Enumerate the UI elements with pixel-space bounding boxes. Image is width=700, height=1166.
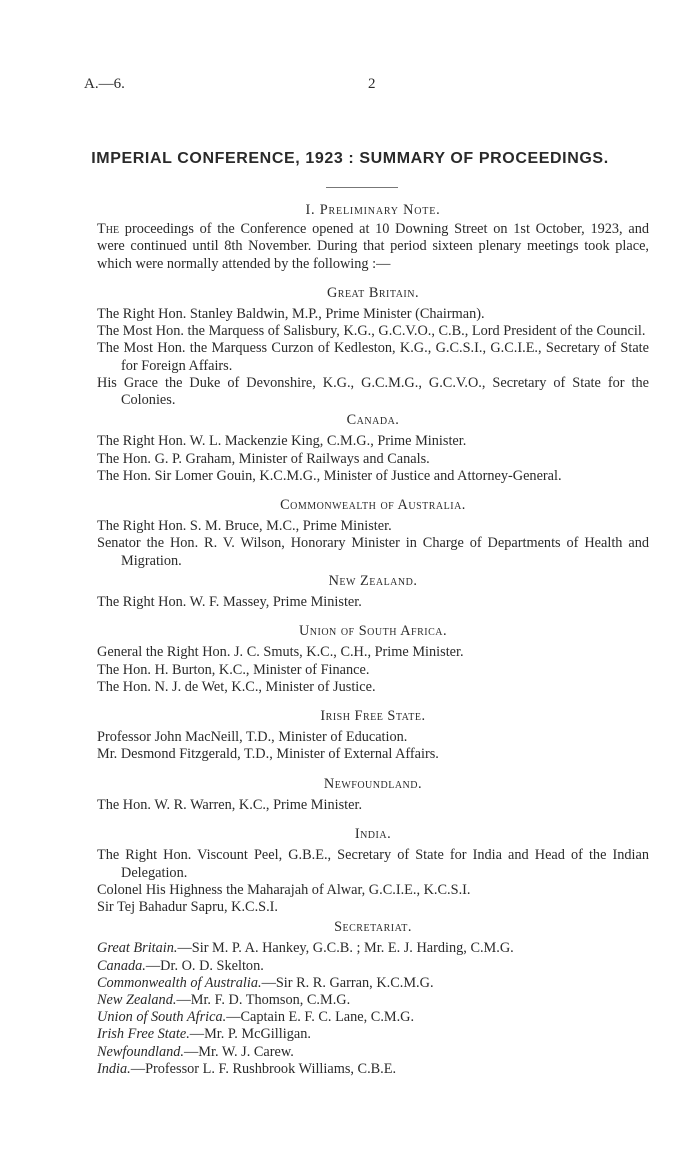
page-title: IMPERIAL CONFERENCE, 1923 : SUMMARY OF PROCEEDINGS. — [91, 150, 609, 167]
secretariat-country: Newfoundland. — [97, 1043, 184, 1060]
delegation-heading: New Zealand. — [328, 572, 418, 589]
secretariat-entry — [97, 975, 649, 992]
secretariat-section — [97, 919, 649, 1078]
secretariat-names: —Mr. F. D. Thomson, C.M.G. — [176, 991, 351, 1008]
secretariat-country: Canada. — [97, 957, 146, 974]
delegate-entry: General the Right Hon. J. C. Smuts, K.C., C.H., Prime Minister. — [97, 644, 464, 661]
delegation-section — [97, 826, 649, 916]
intro-paragraph — [97, 221, 649, 273]
secretariat-country: India. — [97, 1060, 131, 1077]
secretariat-country: Irish Free State. — [97, 1026, 190, 1043]
secretariat-country: Commonwealth of Australia. — [97, 974, 262, 991]
preliminary-note-heading: I. Preliminary Note. — [305, 202, 441, 218]
title-divider — [326, 187, 398, 188]
secretariat-country: New Zealand. — [97, 991, 177, 1008]
page-number: 2 — [368, 76, 376, 92]
secretariat-names: —Sir M. P. A. Hankey, G.C.B. ; Mr. E. J. Harding, C.M.G. — [177, 940, 514, 957]
delegate-entry: Colonel His Highness the Maharajah of Alwar, G.C.I.E., K.C.S.I. — [97, 881, 471, 898]
delegation-heading: Commonwealth of Australia. — [280, 497, 466, 514]
secretariat-names: —Captain E. F. C. Lane, C.M.G. — [226, 1009, 415, 1026]
delegate-entry: The Right Hon. Viscount Peel, G.B.E., Secretary of State for India and Head of the Indian Delegation. — [97, 847, 649, 881]
delegate-entry: The Right Hon. S. M. Bruce, M.C., Prime Minister. — [97, 518, 392, 535]
delegate-entry: Mr. Desmond Fitzgerald, T.D., Minister of External Affairs. — [97, 746, 439, 763]
delegate-entry: The Hon. N. J. de Wet, K.C., Minister of Justice. — [97, 678, 376, 695]
delegation-section — [97, 708, 649, 764]
secretariat-list — [97, 940, 649, 1078]
secretariat-entry — [97, 940, 649, 957]
secretariat-entry — [97, 1026, 649, 1043]
delegate-entry: The Hon. Sir Lomer Gouin, K.C.M.G., Minister of Justice and Attorney-General. — [97, 467, 562, 484]
delegations-list — [97, 285, 649, 916]
delegation-heading: Union of South Africa. — [298, 623, 448, 640]
secretariat-names: —Sir R. R. Garran, K.C.M.G. — [261, 974, 434, 991]
delegate-entry: The Hon. H. Burton, K.C., Minister of Finance. — [97, 661, 370, 678]
secretariat-entry — [97, 1061, 649, 1078]
intro-lead-word: The — [97, 221, 120, 238]
delegation-section — [97, 412, 649, 485]
document-reference: A.—6. — [84, 76, 125, 92]
secretariat-country: Union of South Africa. — [97, 1009, 227, 1026]
delegation-heading: Great Britain. — [326, 284, 420, 301]
delegate-entry: The Right Hon. W. F. Massey, Prime Minister. — [97, 594, 362, 611]
delegate-entry: His Grace the Duke of Devonshire, K.G., G.C.M.G., G.C.V.O., Secretary of State for the Colonies. — [97, 374, 649, 409]
secretariat-entry — [97, 1009, 649, 1026]
delegate-entry: Sir Tej Bahadur Sapru, K.C.S.I. — [97, 898, 279, 915]
secretariat-country: Great Britain. — [97, 940, 178, 957]
secretariat-entry — [97, 992, 649, 1009]
delegate-entry: The Hon. G. P. Graham, Minister of Railways and Canals. — [97, 450, 430, 467]
secretariat-names: —Mr. P. McGilligan. — [189, 1026, 311, 1043]
secretariat-names: —Mr. W. J. Carew. — [183, 1043, 294, 1060]
delegate-entry: Senator the Hon. R. V. Wilson, Honorary Minister in Charge of Departments of Health and Migration. — [97, 535, 649, 569]
delegate-entry: The Most Hon. the Marquess of Salisbury, K.G., G.C.V.O., C.B., Lord President of the Council. — [97, 323, 646, 340]
delegation-heading: Irish Free State. — [320, 708, 426, 725]
secretariat-heading: Secretariat. — [334, 919, 412, 936]
delegate-entry: The Right Hon. W. L. Mackenzie King, C.M.G., Prime Minister. — [97, 433, 467, 450]
delegation-section — [97, 623, 649, 696]
secretariat-names: —Professor L. F. Rushbrook Williams, C.B.E. — [130, 1060, 397, 1077]
secretariat-entry — [97, 1044, 649, 1061]
delegation-heading: Newfoundland. — [323, 775, 423, 792]
intro-text: proceedings of the Conference opened at 10 Downing Street on 1st October, 1923, and were continued until 8th November. During that period sixteen plenary meetings took place, which were normally attended by the following :— — [97, 221, 649, 272]
delegation-section — [97, 497, 649, 570]
delegate-entry: The Right Hon. Stanley Baldwin, M.P., Prime Minister (Chairman). — [97, 306, 485, 323]
delegation-section — [97, 776, 649, 814]
document-body — [97, 202, 649, 1078]
secretariat-names: —Dr. O. D. Skelton. — [145, 957, 264, 974]
delegate-entry: The Most Hon. the Marquess Curzon of Kedleston, K.G., G.C.S.I., G.C.I.E., Secretary of State for Foreign Affairs. — [97, 340, 649, 374]
delegation-section — [97, 573, 649, 611]
delegation-heading: Canada. — [346, 412, 400, 429]
delegate-entry: Professor John MacNeill, T.D., Minister of Education. — [97, 729, 408, 746]
secretariat-entry — [97, 958, 649, 975]
delegation-section — [97, 285, 649, 409]
delegate-entry: The Hon. W. R. Warren, K.C., Prime Minister. — [97, 796, 363, 813]
delegation-heading: India. — [354, 826, 392, 843]
